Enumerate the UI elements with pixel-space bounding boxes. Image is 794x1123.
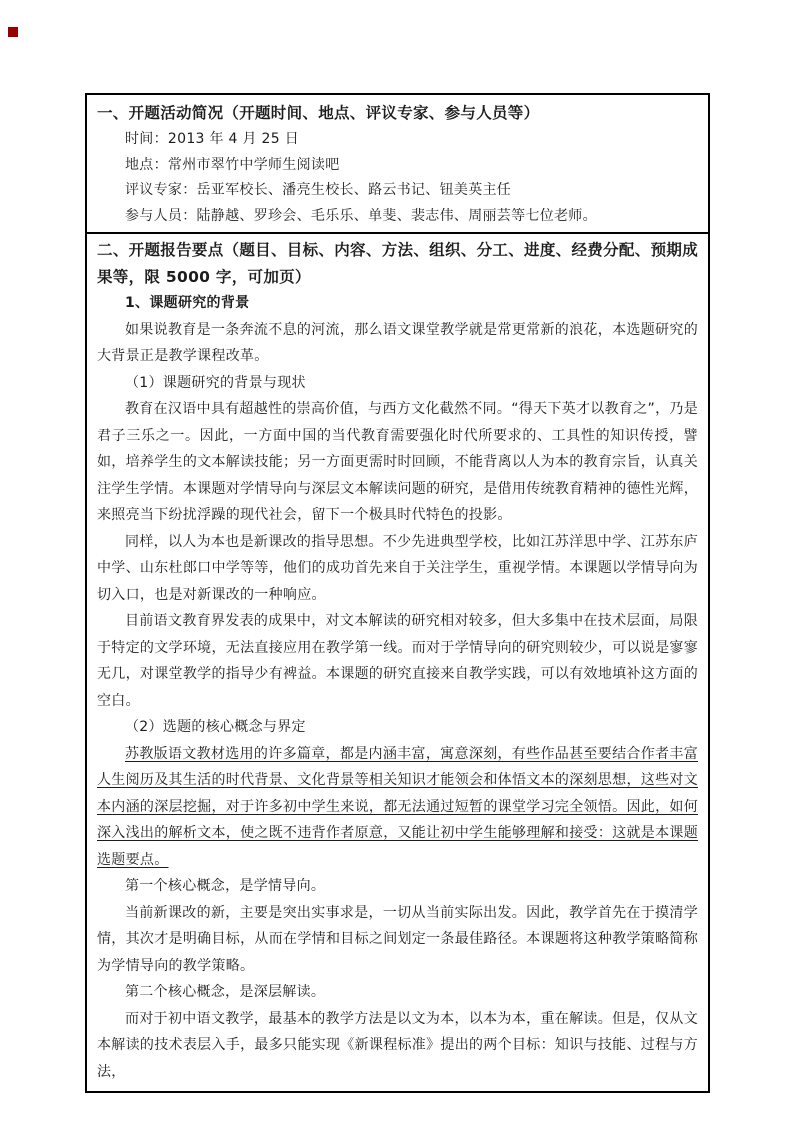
report-section-title: 二、开题报告要点（题目、目标、内容、方法、组织、分工、进度、经费分配、预期成果等，限 5000 字，可加页）	[97, 241, 698, 286]
body-paragraph: 如果说教育是一条奔流不息的河流，那么语文课堂教学就是常更常新的浪花，本选题研究的大背景正是教学课程改革。	[97, 321, 698, 364]
report-table	[85, 93, 710, 1093]
activity-place-line: 地点：常州市翠竹中学师生阅读吧	[125, 156, 340, 173]
opening-activity-section	[87, 95, 708, 234]
body-paragraph: 第一个核心概念，是学情导向。	[125, 878, 326, 894]
body-paragraph: 教育在汉语中具有超越性的崇高价值，与西方文化截然不同。“得天下英才以教育之”，乃是君子三乐之一。因此，一方面中国的当代教育需要强化时代所要求的、工具性的知识传授，譬如，培养学生的文本解读技能；另一方面更需时时回顾，不能背离以人为本的教育宗旨，认真关注学生学情。本课题对学情导向与深层文本解读问题的研究，是借用传统教育精神的德性光辉，来照亮当下纷扰浮躁的现代社会，留下一个极具时代特色的投影。	[97, 401, 698, 523]
body-paragraph: 同样，以人为本也是新课改的指导思想。不少先进典型学校，比如江苏洋思中学、江苏东庐中学、山东杜郎口中学等等，他们的成功首先来自于关注学生，重视学情。本课题以学情导向为切入口，也是对新课改的一种响应。	[97, 533, 698, 603]
subheading-background-status: （1）课题研究的背景与现状	[125, 374, 306, 391]
subheading-core-concepts: （2）选题的核心概念与界定	[125, 719, 306, 735]
red-square-marker	[8, 27, 18, 37]
body-paragraph: 目前语文教育界发表的成果中，对文本解读的研究相对较多，但大多集中在技术层面，局限于特定的文学环境，无法直接应用在教学第一线。而对于学情导向的研究则较少，可以说是寥寥无几，对课堂教学的指导少有裨益。本课题的研究直接来自教学实践，可以有效地填补这方面的空白。	[97, 613, 698, 709]
underlined-key-point-paragraph: 苏教版语文教材选用的许多篇章，都是内涵丰富，寓意深刻，有些作品甚至要结合作者丰富人生阅历及其生活的时代背景、文化背景等相关知识才能领会和体悟文本的深刻思想，这些对文本内涵的深层挖掘，对于许多初中学生来说，都无法通过短暂的课堂学习完全领悟。因此，如何深入浅出的解析文本，使之既不违背作者原意，又能让初中学生能够理解和接受：这就是本课题选题要点。	[97, 745, 698, 868]
heading-research-background: 1、课题研究的背景	[125, 295, 250, 311]
report-content-section	[87, 234, 708, 1091]
body-paragraph: 第二个核心概念，是深层解读。	[125, 984, 326, 1000]
body-paragraph: 当前新课改的新，主要是突出实事求是，一切从当前实际出发。因此，教学首先在于摸清学情，其次才是明确目标，从而在学情和目标之间划定一条最佳路径。本课题将这种教学策略简称为学情导向的教学策略。	[97, 904, 698, 974]
activity-participants-line: 参与人员：陆静越、罗珍会、毛乐乐、单斐、裴志伟、周丽芸等七位老师。	[125, 207, 597, 224]
activity-time-line: 时间：2013 年 4 月 25 日	[125, 131, 300, 147]
body-paragraph: 而对于初中语文教学，最基本的教学方法是以文为本，以本为本，重在解读。但是，仅从文本解读的技术表层入手，最多只能实现《新课程标准》提出的两个目标：知识与技能、过程与方法，	[97, 1010, 698, 1080]
opening-activity-title: 一、开题活动简况（开题时间、地点、评议专家、参与人员等）	[97, 104, 540, 122]
activity-experts-line: 评议专家：岳亚军校长、潘亮生校长、路云书记、钮美英主任	[125, 182, 512, 198]
